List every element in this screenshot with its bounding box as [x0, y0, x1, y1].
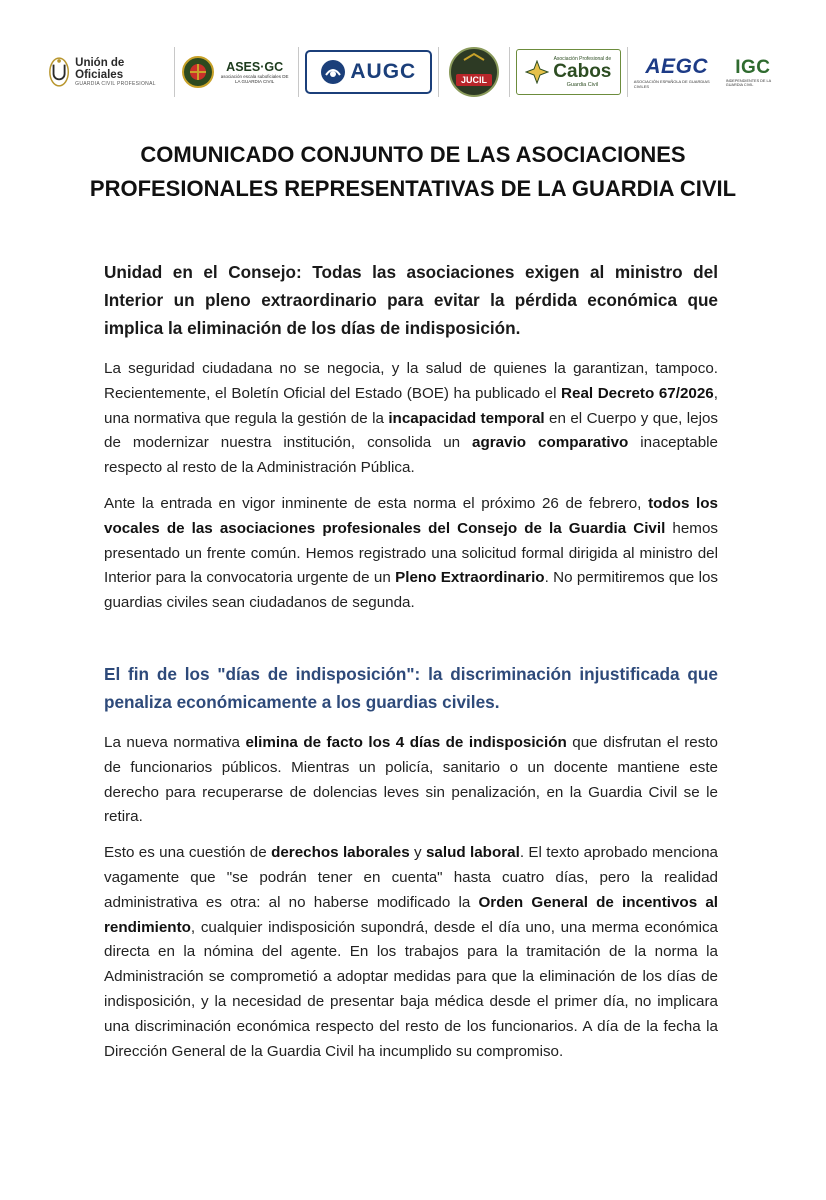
text-segment: inaceptable respecto al resto de la Administración Pública.	[104, 434, 718, 477]
logo-aegc	[634, 47, 720, 97]
logo-cabos-subtitle: Guardia Civil	[566, 82, 599, 88]
paragraph-1	[104, 357, 718, 481]
logo-cabos-prefix: Asociación Profesional de	[553, 56, 612, 62]
bold-text-segment: Real Decreto 67/2026	[561, 384, 714, 402]
jucil-badge-icon	[448, 46, 500, 98]
logo-aegc-subtitle: ASOCIACIÓN ESPAÑOLA DE GUARDIAS CIVILES	[633, 79, 710, 89]
logo-cabos	[516, 49, 621, 95]
logo-divider	[509, 47, 510, 97]
logo-union-oficiales-name: Unión de Oficiales	[75, 57, 125, 81]
document-title	[60, 138, 766, 206]
paragraph-3	[104, 731, 718, 830]
text-segment: en el Cuerpo y que, lejos de modernizar nuestra institución, consolida un	[104, 409, 718, 452]
logo-cabos-name: Cabos	[553, 61, 612, 82]
text-segment: hemos presentado un frente común. Hemos registrado una solicitud formal dirigida al ministro del Interior para la convocatoria urgente de un	[104, 519, 718, 587]
text-segment: . El texto aprobado menciona vagamente que "se podrán tener en cuenta" hasta cuatro días, pero la realidad administrativa es otra: al no haberse modificado la	[104, 844, 718, 911]
bold-text-segment: salud laboral	[425, 844, 520, 862]
logo-ases-gc	[181, 47, 292, 97]
association-logos-bar	[48, 42, 780, 102]
text-segment: . No permitiremos que los guardias civiles sean ciudadanos de segunda.	[104, 569, 718, 612]
logo-igc	[726, 47, 780, 97]
paragraph-2	[104, 492, 718, 616]
logo-divider	[298, 47, 299, 97]
document-title-line-2: PROFESIONALES REPRESENTATIVAS DE LA GUARDIA CIVIL	[89, 176, 737, 201]
logo-ases-gc-name: ASES·GC	[226, 60, 284, 74]
augc-emblem-icon	[320, 59, 346, 85]
logo-igc-subtitle: INDEPENDIENTES DE LA GUARDIA CIVIL	[725, 79, 771, 87]
bold-text-segment: Pleno Extraordinario	[395, 569, 545, 587]
logo-union-oficiales-subtitle: GUARDIA CIVIL PROFESIONAL	[75, 81, 156, 87]
text-segment: Esto es una cuestión de	[104, 844, 272, 862]
logo-union-oficiales	[48, 47, 168, 97]
logo-divider	[438, 47, 439, 97]
ases-gc-seal-icon	[181, 55, 215, 89]
section-heading: El fin de los "días de indisposición": la discriminación injustificada que penaliza económicamente a los guardias civiles.	[104, 663, 718, 712]
text-segment: , una normativa que regula la gestión de la	[104, 384, 718, 427]
logo-aegc-name: AEGC	[645, 55, 709, 78]
bold-text-segment: incapacidad temporal	[388, 409, 545, 427]
logo-divider	[627, 47, 628, 97]
bold-text-segment: Orden General de incentivos al rendimiento	[104, 893, 718, 936]
document-body	[104, 258, 718, 1075]
cabos-cross-icon	[525, 60, 549, 84]
text-segment: que disfrutan el resto de funcionarios públicos. Mientras un policía, sanitario o un docente mantiene este derecho para recuperarse de dolencias leves sin penalización, en la Guardia Civil se le retira.	[104, 733, 718, 826]
logo-divider	[174, 47, 175, 97]
bold-text-segment: agravio comparativo	[472, 434, 629, 452]
logo-augc	[305, 50, 432, 94]
bold-text-segment: derechos laborales	[271, 844, 410, 862]
document-title-line-1: COMUNICADO CONJUNTO DE LAS ASOCIACIONES	[140, 142, 686, 167]
text-segment: y	[409, 844, 426, 862]
text-segment: La seguridad ciudadana no se negocia, y la salud de quienes la garantizan, tampoco. Recientemente, el Boletín Oficial del Estado (BOE) ha publicado el	[104, 360, 718, 402]
paragraph-4	[104, 841, 718, 1064]
bold-text-segment: todos los vocales de las asociaciones profesionales del Consejo de la Guardia Civil	[104, 494, 718, 537]
union-oficiales-emblem-icon	[48, 55, 70, 89]
text-segment: Ante la entrada en vigor inminente de esta norma el próximo 26 de febrero,	[104, 494, 649, 512]
logo-augc-name: AUGC	[350, 60, 417, 83]
logo-jucil-name: JUCIL	[460, 75, 487, 85]
headline: Unidad en el Consejo: Todas las asociaciones exigen al ministro del Interior un pleno extraordinario para evitar la pérdida económica que implica la eliminación de los días de indisposición.	[104, 262, 718, 338]
logo-jucil	[445, 47, 503, 97]
logo-igc-name: IGC	[735, 57, 771, 78]
text-segment: , cualquier indisposición supondrá, desde el día uno, una merma económica directa en la nómina del agente. En los trabajos para la tramitación de la norma la Administración se comprometió a adoptar medidas para que la eliminación de los días de indisposición, y la necesidad de presentar baja médica desde el primer día, no implicara una discriminación económica respecto del resto de los funcionarios. A día de la fecha la Dirección General de la Guardia Civil ha incumplido su compromiso.	[104, 918, 718, 1060]
text-segment: La nueva normativa	[104, 733, 246, 751]
logo-ases-gc-subtitle: asociación escala suboficiales DE LA GUARDIA CIVIL	[220, 74, 289, 84]
bold-text-segment: elimina de facto los 4 días de indisposición	[245, 733, 567, 751]
